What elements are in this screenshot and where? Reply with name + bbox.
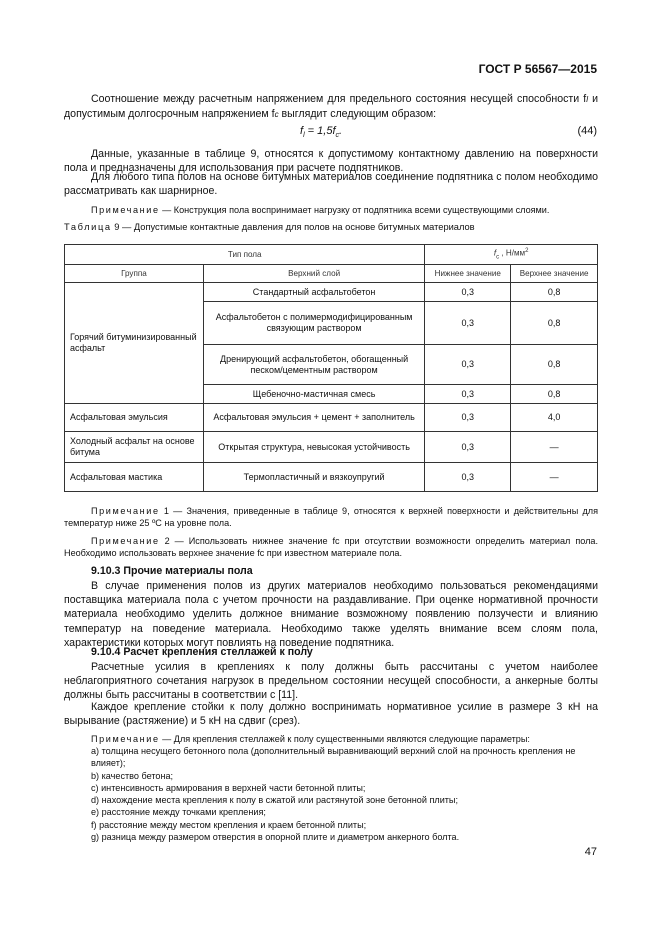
upper-value-cell: 0,8 [511, 283, 598, 302]
upper-value-cell: — [511, 463, 598, 492]
table-caption-text: 9 — Допустимые контактные давления для полов на основе битумных материалов [111, 222, 475, 232]
header-upper-value: Верхнее значение [511, 265, 598, 283]
note-anchor-parameters [64, 733, 598, 745]
page-number: 47 [584, 846, 597, 858]
table-row [65, 283, 598, 302]
lower-value-cell: 0,3 [425, 345, 511, 385]
anchor-parameters-list [91, 745, 601, 843]
lower-value-cell: 0,3 [425, 302, 511, 345]
note-label: Примечание [91, 536, 160, 546]
lower-value-cell: 0,3 [425, 404, 511, 432]
list-item: a) толщина несущего бетонного пола (дополнительный выравнивающий верхний слой на прочность крепления не влияет); [91, 746, 576, 769]
table-note-1 [64, 505, 598, 530]
section-9-10-4-title: 9.10.4 Расчет крепления стеллажей к полу [91, 646, 313, 658]
section-9-10-3-title: 9.10.3 Прочие материалы пола [91, 565, 253, 577]
intro-text-a: Соотношение между расчетным напряжением для предельного состояния несущей способности f [91, 93, 587, 105]
section-9-10-4-paragraph-2: Каждое крепление стойки к полу должно воспринимать нормативное усилие в размере 3 кН на вырывание (растяжение) и 5 кН на сдвиг (срез). [64, 701, 598, 728]
list-item: b) качество бетона; [91, 770, 174, 781]
intro-paragraph-1: Соотношение между расчетным напряжением для предельного состояния несущей способности fl и допустимым долгосрочным напряжением fc выглядит следующим образом: [64, 93, 598, 121]
top-layer-cell: Открытая структура, невысокая устойчивость [203, 432, 425, 463]
upper-value-cell: — [511, 432, 598, 463]
group-cell: Холодный асфальт на основе битума [65, 432, 204, 463]
section-9-10-4-paragraph-1: Расчетные усилия в креплениях к полу должны быть рассчитаны с учетом наиболее неблагоприятного сочетания нагрузок в предельном состоянии несущей способности, а анкерные болты должны быть рассчитаны в соответствии с [11]. [64, 661, 598, 702]
header-lower-value: Нижнее значение [425, 265, 511, 283]
note-label: Примечание [91, 506, 160, 516]
header-top-layer: Верхний слой [203, 265, 425, 283]
standard-header: ГОСТ Р 56567—2015 [478, 62, 597, 76]
top-layer-cell: Стандартный асфальтобетон [203, 283, 425, 302]
table-row [65, 463, 598, 492]
list-item: g) разница между размером отверстия в опорной плите и диаметром анкерного болта. [91, 832, 460, 843]
list-item: f) расстояние между местом крепления и краем бетонной плиты; [91, 819, 367, 830]
top-layer-cell: Асфальтобетон с полимермодифицированным связующим раствором [203, 302, 425, 345]
group-cell: Асфальтовая мастика [65, 463, 204, 492]
intro-paragraph-2: Данные, указанные в таблице 9, относятся к допустимому контактному давлению на поверхности пола и предназначены для использования при расчете подпятников. [64, 148, 598, 175]
table-caption-label: Таблица [64, 222, 112, 232]
lower-value-cell: 0,3 [425, 463, 511, 492]
note-label: Примечание [91, 734, 160, 744]
note-construction [64, 204, 598, 216]
upper-value-cell: 0,8 [511, 302, 598, 345]
top-layer-cell: Асфальтовая эмульсия + цемент + заполнитель [203, 404, 425, 432]
note-text: — Конструкция пола воспринимает нагрузку от подпятника всеми существующими слоями. [159, 205, 550, 215]
list-item: d) нахождение места крепления к полу в сжатой или растянутой зоне бетонной плиты; [91, 795, 458, 806]
group-hot-asphalt: Горячий битуминизированный асфальт [65, 283, 204, 404]
group-cell: Асфальтовая эмульсия [65, 404, 204, 432]
note-label: Примечание [91, 205, 160, 215]
list-item: c) интенсивность армирования в верхней части бетонной плиты; [91, 782, 366, 793]
top-layer-cell: Дренирующий асфальтобетон, обогащенный песком/цементным раствором [203, 345, 425, 385]
header-floor-type: Тип пола [65, 245, 425, 265]
table-row [65, 404, 598, 432]
upper-value-cell: 4,0 [511, 404, 598, 432]
contact-pressure-table [64, 244, 598, 492]
formula-44: $f_l = 1,5f_c$. [300, 125, 343, 140]
top-layer-cell: Термопластичный и вязкоупругий [203, 463, 425, 492]
intro-paragraph-3: Для любого типа полов на основе битумных материалов соединение подпятника с полом необходимо рассматривать как шарнирное. [64, 171, 598, 198]
intro-text-c: выглядит следующим образом: [278, 108, 437, 121]
header-group: Группа [65, 265, 204, 283]
note-text: 2 — Использовать нижнее значение fc при отсутствии возможности определить материал пола. Необходимо использовать верхнее значение fc при известном материале пола. [64, 536, 598, 559]
equation-number: (44) [577, 125, 597, 137]
table-caption [64, 222, 475, 232]
upper-value-cell: 0,8 [511, 345, 598, 385]
section-9-10-3-text: В случае применения полов из других материалов необходимо пользоваться рекомендациями поставщика материала пола с учетом прочности на раздавливание. При оценке нормативной прочности материала необходимо уделить должное внимание возможному появлению ползучести и влиянию температур на поведение материала. Необходимо также уделять внимание всем слоям пола, характеристики которых могут повлиять на поведение подпятника. [64, 580, 598, 649]
intro-text-b: и допустимым долгосрочным напряжением f [64, 93, 598, 121]
table-note-2 [64, 535, 598, 560]
upper-value-cell: 0,8 [511, 385, 598, 404]
lower-value-cell: 0,3 [425, 385, 511, 404]
header-fc: $f_c$ , $Н/мм^2$ [425, 245, 598, 265]
top-layer-cell: Щебеночно-мастичная смесь [203, 385, 425, 404]
lower-value-cell: 0,3 [425, 432, 511, 463]
note-text: 1 — Значения, приведенные в таблице 9, относятся к верхней поверхности и действительны для температур ниже 25 ºС на уровне пола. [64, 506, 598, 529]
table-row [65, 432, 598, 463]
lower-value-cell: 0,3 [425, 283, 511, 302]
list-item: e) расстояние между точками крепления; [91, 807, 266, 818]
note-text: — Для крепления стеллажей к полу существенными являются следующие параметры: [159, 734, 530, 744]
